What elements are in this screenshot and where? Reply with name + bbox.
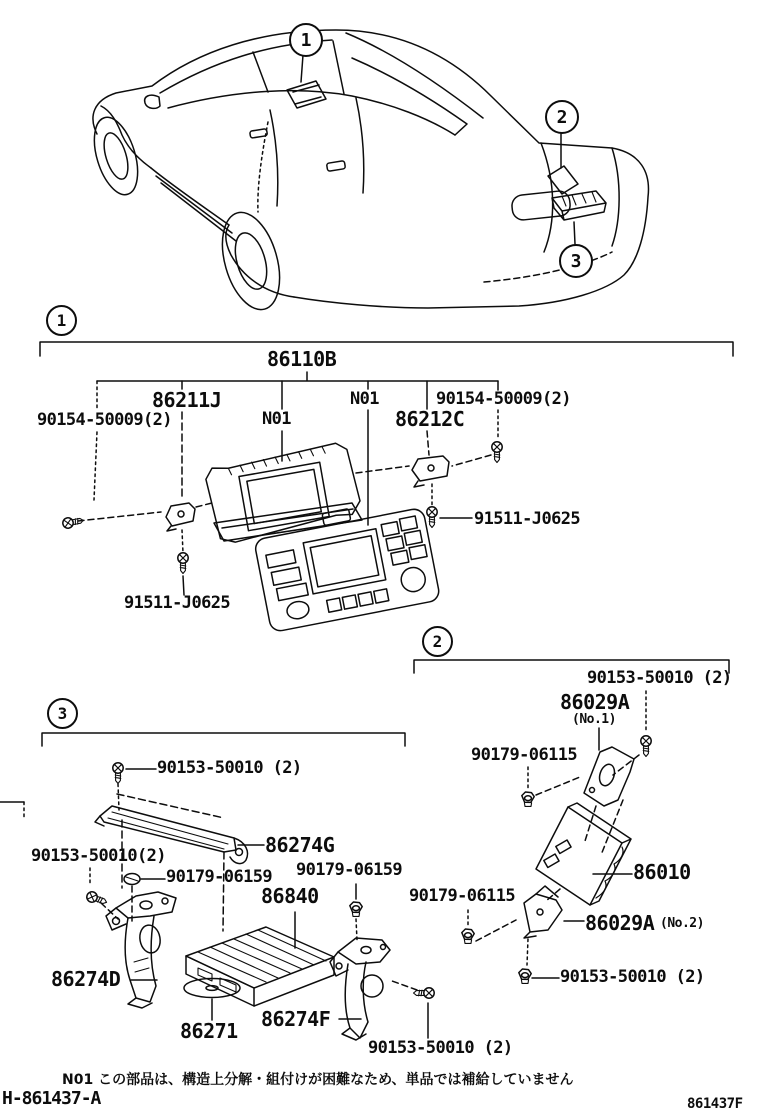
label-86110B: 86110B [267,347,337,371]
label-90153-left3: 90153-50010(2) [31,846,166,866]
label-90153-top3: 90153-50010 (2) [157,758,302,778]
section1-marker: 1 [46,305,77,336]
label-86840: 86840 [261,884,319,908]
label-90153-bottom3: 90153-50010 (2) [368,1038,513,1058]
label-86271: 86271 [180,1019,238,1043]
label-86211J: 86211J [152,388,222,412]
section2-marker: 2 [422,626,453,657]
footnote: N01 この部品は、構造上分解・組付けが困難なため、単品では補給していません [62,1072,574,1088]
label-90154-right: 90154-50009(2) [436,389,571,409]
car-callout-1: 1 [289,23,323,57]
section3-marker: 3 [47,698,78,729]
label-90179-06159-a: 90179-06159 [166,867,272,887]
clip-bracket-left [166,503,195,531]
label-90179-06159-b: 90179-06159 [296,860,402,880]
label-n01-upper: N01 [350,389,379,409]
drawing-number: H-861437-A [2,1088,101,1109]
label-90179-06115-lower: 90179-06115 [409,886,515,906]
bracket-86274F [330,938,390,1040]
changer-86840 [186,927,334,1006]
label-86029A-no2-sub: (No.2) [660,916,704,931]
label-86274G: 86274G [265,833,335,857]
label-91511-left: 91511-J0625 [124,593,230,613]
label-90153-bottom2: 90153-50010 (2) [560,967,705,987]
label-90153-top: 90153-50010 (2) [587,668,732,688]
figure-code: 861437F [687,1096,743,1112]
section1-drawing [40,342,733,633]
label-86029A-no1: 86029A [560,690,630,714]
label-90154-left: 90154-50009(2) [37,410,172,430]
clip-06159 [124,874,140,885]
label-n01-lower: N01 [262,409,291,429]
label-90179-06115-upper: 90179-06115 [471,745,577,765]
bracket-86029A-no2 [524,886,562,938]
label-86274F: 86274F [261,1007,331,1031]
label-86212C: 86212C [395,407,465,431]
car-callout-3: 3 [559,244,593,278]
label-86010: 86010 [633,860,691,884]
label-91511-right: 91511-J0625 [474,509,580,529]
car-callout-2: 2 [545,100,579,134]
clip-bracket-right [412,456,449,487]
label-86029A-no1-sub: (No.1) [572,712,616,727]
label-86029A-no2: 86029A [585,911,655,935]
bracket-86029A-no1 [584,747,634,806]
label-86274D: 86274D [51,967,121,991]
car-shelf-box [552,191,606,220]
car-display-unit [287,81,326,108]
